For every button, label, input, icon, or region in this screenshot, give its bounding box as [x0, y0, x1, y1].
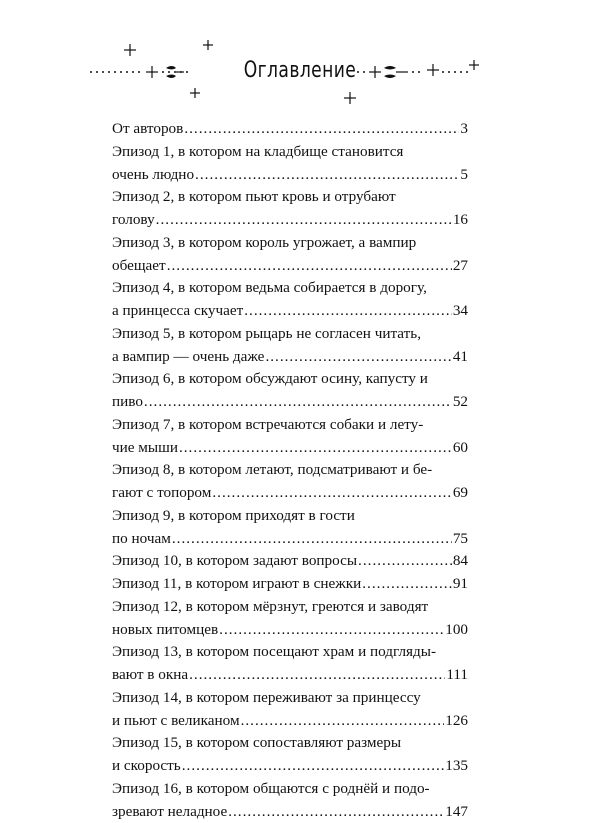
toc-entry — [112, 277, 468, 323]
dot-leader — [189, 664, 445, 687]
toc-entry-line: Эпизод 4, в котором ведьма собирается в дорогу, — [112, 277, 468, 300]
page-number: 69 — [453, 482, 468, 505]
toc-entry-last-line — [112, 118, 468, 141]
dot-leader — [167, 255, 452, 278]
toc-entry-line: очень людно — [112, 164, 194, 187]
toc-entry-line: Эпизод 9, в котором приходят в гости — [112, 505, 468, 528]
dot-leader — [156, 209, 452, 232]
toc-entry — [112, 459, 468, 505]
toc-entry-line: Эпизод 6, в котором обсуждают осину, капусту и — [112, 368, 468, 391]
page-number: 52 — [453, 391, 468, 414]
toc-entry — [112, 596, 468, 642]
toc-entry-last-line — [112, 437, 468, 460]
toc-entry-line: а вампир — очень даже — [112, 346, 264, 369]
page-title: Оглавление — [66, 58, 534, 83]
toc-entry-last-line — [112, 573, 468, 596]
toc-entry-line: чие мыши — [112, 437, 178, 460]
dot-leader — [182, 755, 444, 778]
page-number: 84 — [453, 550, 468, 573]
toc-entry-last-line — [112, 528, 468, 551]
toc-entry — [112, 141, 468, 187]
toc-entry-line: пиво — [112, 391, 143, 414]
toc-entry-line: Эпизод 3, в котором король угрожает, а вампир — [112, 232, 468, 255]
toc-entry-line: Эпизод 1, в котором на кладбище становится — [112, 141, 468, 164]
toc-entry — [112, 550, 468, 573]
toc-entry-line: Эпизод 14, в котором переживают за принцессу — [112, 687, 468, 710]
page-number: 16 — [453, 209, 468, 232]
toc-entry-line: Эпизод 5, в котором рыцарь не согласен читать, — [112, 323, 468, 346]
table-of-contents — [112, 118, 468, 823]
toc-entry-last-line — [112, 755, 468, 778]
dot-leader — [244, 300, 452, 323]
page-number: 5 — [460, 164, 468, 187]
toc-entry-last-line — [112, 346, 468, 369]
toc-entry-line: Эпизод 8, в котором летают, подсматривают и бе- — [112, 459, 468, 482]
dot-leader — [362, 573, 452, 596]
toc-entry — [112, 641, 468, 687]
dot-leader — [172, 528, 452, 551]
toc-entry-line: Эпизод 16, в котором общаются с роднёй и подо- — [112, 778, 468, 801]
toc-entry-line: новых питомцев — [112, 619, 218, 642]
toc-entry-line: вают в окна — [112, 664, 188, 687]
toc-entry — [112, 573, 468, 596]
toc-entry-last-line — [112, 664, 468, 687]
sparkle-icon — [344, 92, 356, 104]
page-number: 147 — [445, 801, 468, 823]
sparkle-icon — [203, 40, 213, 50]
toc-entry — [112, 505, 468, 551]
toc-entry-last-line — [112, 710, 468, 733]
dot-leader — [228, 801, 444, 823]
dot-leader — [144, 391, 452, 414]
toc-entry-line: Эпизод 12, в котором мёрзнут, греются и заводят — [112, 596, 468, 619]
toc-entry-line: а принцесса скучает — [112, 300, 243, 323]
toc-entry-last-line — [112, 300, 468, 323]
toc-entry-line: и скорость — [112, 755, 181, 778]
toc-entry-line: голову — [112, 209, 155, 232]
dot-leader — [358, 550, 452, 573]
page-number: 135 — [445, 755, 468, 778]
toc-entry-line: обещает — [112, 255, 166, 278]
toc-entry-line: и пьют с великаном — [112, 710, 240, 733]
toc-entry-line: по ночам — [112, 528, 171, 551]
toc-header — [0, 40, 600, 110]
toc-entry-line: Эпизод 13, в котором посещают храм и подгляды- — [112, 641, 468, 664]
page-number: 27 — [453, 255, 468, 278]
page-number: 60 — [453, 437, 468, 460]
toc-entry-line: Эпизод 10, в котором задают вопросы — [112, 550, 357, 573]
page-number: 91 — [453, 573, 468, 596]
dot-leader — [241, 710, 445, 733]
toc-entry-last-line — [112, 255, 468, 278]
toc-entry-line: Эпизод 11, в котором играют в снежки — [112, 573, 361, 596]
page-number: 34 — [453, 300, 468, 323]
toc-entry — [112, 778, 468, 823]
dot-leader — [179, 437, 452, 460]
toc-entry-last-line — [112, 801, 468, 823]
toc-entry-last-line — [112, 209, 468, 232]
toc-entry-line: гают с топором — [112, 482, 211, 505]
toc-entry-last-line — [112, 619, 468, 642]
dot-leader — [184, 118, 459, 141]
toc-entry — [112, 732, 468, 778]
page-number: 41 — [453, 346, 468, 369]
page-number: 3 — [460, 118, 468, 141]
sparkle-icon — [124, 44, 136, 56]
toc-entry-line: Эпизод 15, в котором сопоставляют размеры — [112, 732, 468, 755]
toc-entry — [112, 323, 468, 369]
sparkle-icon — [190, 88, 200, 98]
toc-entry — [112, 368, 468, 414]
page-number: 75 — [453, 528, 468, 551]
page-number: 111 — [446, 664, 468, 687]
toc-entry — [112, 118, 468, 141]
toc-entry — [112, 186, 468, 232]
toc-entry-last-line — [112, 164, 468, 187]
toc-entry — [112, 414, 468, 460]
toc-entry — [112, 232, 468, 278]
dot-leader — [212, 482, 451, 505]
toc-entry-last-line — [112, 391, 468, 414]
dot-leader — [219, 619, 444, 642]
dot-leader — [265, 346, 451, 369]
toc-entry-line: От авторов — [112, 118, 183, 141]
page-number: 100 — [445, 619, 468, 642]
toc-entry-line: Эпизод 7, в котором встречаются собаки и лету- — [112, 414, 468, 437]
toc-entry-line: зревают неладное — [112, 801, 227, 823]
toc-entry-last-line — [112, 550, 468, 573]
toc-entry-last-line — [112, 482, 468, 505]
page-number: 126 — [445, 710, 468, 733]
toc-entry — [112, 687, 468, 733]
dot-leader — [195, 164, 459, 187]
toc-entry-line: Эпизод 2, в котором пьют кровь и отрубают — [112, 186, 468, 209]
